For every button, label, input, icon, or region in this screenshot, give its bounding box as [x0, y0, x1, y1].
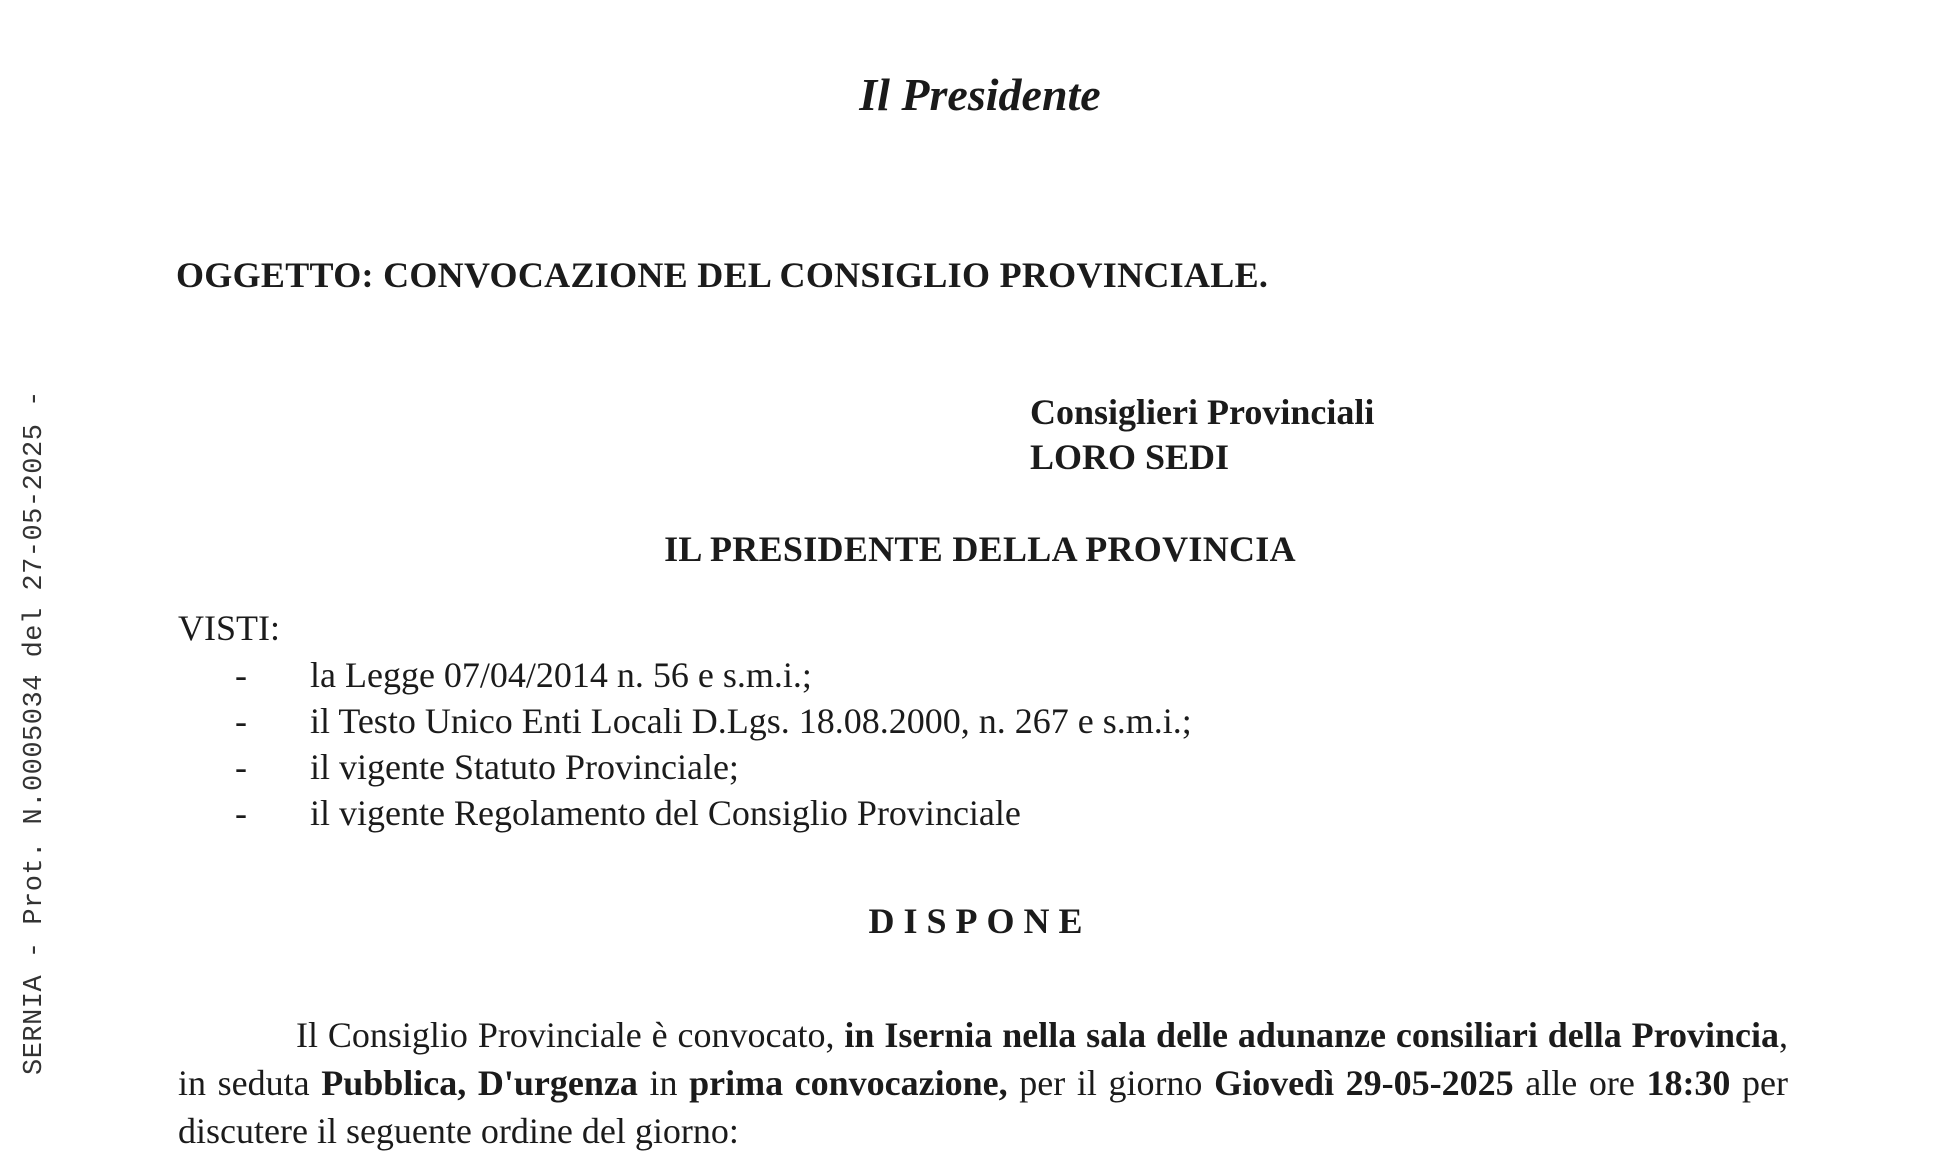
visti-item: - la Legge 07/04/2014 n. 56 e s.m.i.;: [235, 655, 812, 695]
visti-label: VISTI:: [178, 608, 280, 648]
recipients-line-2: LORO SEDI: [1030, 437, 1230, 477]
protocol-stamp: SERNIA - Prot. N.0005034 del 27-05-2025 -: [20, 390, 50, 1075]
visti-item: - il vigente Statuto Provinciale;: [235, 747, 739, 787]
dispone-heading: DISPONE: [868, 901, 1092, 941]
visti-list: [235, 652, 1192, 836]
convocation-paragraph: Il Consiglio Provinciale è convocato, in Isernia nella sala delle adunanze consiliari della Provincia, in seduta Pubblica, D'urgenza in prima convocazione, per il giorno Giovedì 29-05-2025 alle ore 18:30 per discutere il seguente ordine del giorno:: [178, 1015, 1789, 1151]
document-header-title: Il Presidente: [859, 69, 1101, 120]
visti-item: - il vigente Regolamento del Consiglio Provinciale: [235, 793, 1021, 833]
subject-line: OGGETTO: CONVOCAZIONE DEL CONSIGLIO PROVINCIALE.: [176, 255, 1269, 295]
visti-item: - il Testo Unico Enti Locali D.Lgs. 18.08.2000, n. 267 e s.m.i.;: [235, 701, 1192, 741]
recipients-line-1: Consiglieri Provinciali: [1030, 392, 1375, 432]
section-heading: IL PRESIDENTE DELLA PROVINCIA: [664, 529, 1296, 569]
recipients-block: [1030, 390, 1374, 480]
